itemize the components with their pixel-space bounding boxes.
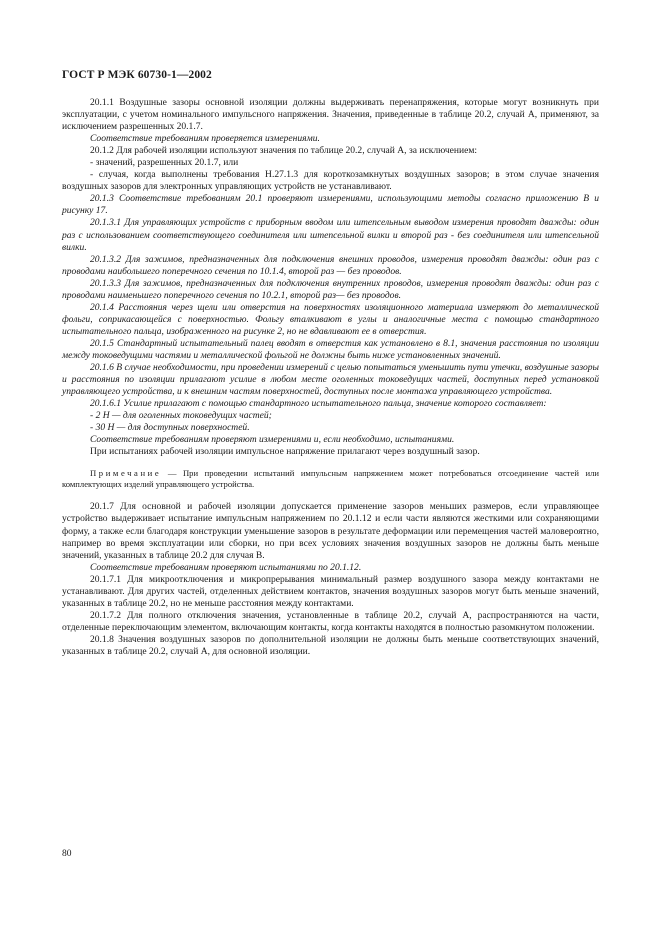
compliance-note: Соответствие требованиям проверяют измерениями и, если необходимо, испытаниями.: [90, 434, 455, 446]
clause-20-1-4: 20.1.4 Расстояния через щели или отверстия на поверхностях изоляционного материала измеряют до металлической фольги, соприкасающейся с поверхностью. Фольгу вталкивают в углы и аналогичные места с помощью стандартного испытательного пальца, изображенного на рисунке 2, но не вдавливают ее в отверстия.: [62, 301, 599, 337]
list-item: - 30 Н — для доступных поверхностей.: [90, 422, 250, 434]
compliance-note: Соответствие требованиям проверяется измерениями.: [90, 133, 320, 145]
standard-header: ГОСТ Р МЭК 60730-1—2002: [62, 69, 212, 81]
clause-20-1-6-1: 20.1.6.1 Усилие прилагают с помощью стандартного испытательного пальца, значение которого составляет:: [90, 398, 547, 410]
clause-20-1-7: 20.1.7 Для основной и рабочей изоляции допускается применение зазоров меньших размеров, если управляющее устройство выдерживает испытание импульсным напряжением по 20.1.12 и если части являются жесткими или сохраняющими форму, а также если благодаря конструкции уменьшение зазоров в результате деформации или перемещения частей маловероятно, например во время эксплуатации или сборки, но при всех условиях значения воздушных зазоров не должны быть меньше значений, указанных в таблице 20.2 для случая В.: [62, 501, 599, 561]
clause-20-1-3-2: 20.1.3.2 Для зажимов, предназначенных для подключения внешних проводов, измерения проводят дважды: один раз с проводами наибольшего поперечного сечения по 10.1.4, второй раз — без проводов.: [62, 253, 599, 277]
note: [62, 468, 599, 490]
clause-20-1-3: 20.1.3 Соответствие требованиям 20.1 проверяют измерениями, использующими методы согласно приложению В и рисунку 17.: [62, 193, 599, 217]
compliance-note: Соответствие требованиям проверяют испытаниями по 20.1.12.: [90, 561, 362, 573]
clause-20-1-6: 20.1.6 В случае необходимости, при проведении измерений с целью попытаться уменьшить пути утечки, воздушные зазоры и расстояния по изоляции прилагают усилие в любом месте оголенных токоведущих частей, доступных перед установкой управляющего устройства, и к внешним частям поверхностей, доступных после монтажа управляющего устройства.: [62, 362, 599, 398]
clause-20-1-1: 20.1.1 Воздушные зазоры основной изоляции должны выдерживать перенапряжения, которые могут возникнуть при эксплуатации, с учетом номинального импульсного напряжения. Значения, приведенные в таблице 20.2, случай А, применяют, за исключением разрешенных 20.1.7.: [62, 97, 599, 133]
page-number: 80: [62, 849, 72, 859]
list-item: - значений, разрешенных 20.1.7, или: [90, 157, 239, 169]
clause-20-1-7-1: 20.1.7.1 Для микроотключения и микропрерывания минимальный размер воздушного зазора между контактами не устанавливают. Для других частей, отделенных действием контактов, значения воздушных зазоров могут быть меньше значений, указанных в таблице 20.2, но не меньше расстояния между контактами.: [62, 573, 599, 609]
clause-20-1-8: 20.1.8 Значения воздушных зазоров по дополнительной изоляции не должны быть меньше соответствующих значений, указанных в таблице 20.2, случай А, для основной изоляции.: [62, 633, 599, 657]
impulse-test-paragraph: При испытаниях рабочей изоляции импульсное напряжение прилагают через воздушный зазор.: [90, 446, 480, 458]
list-item: - случая, когда выполнены требования Н.27.1.3 для короткозамкнутых воздушных зазоров; в этом случае значения воздушных зазоров для электронных управляющих устройств не устанавливают.: [62, 169, 599, 193]
note-label: Примечание: [90, 468, 162, 479]
clause-20-1-2: 20.1.2 Для рабочей изоляции используют значения по таблице 20.2, случай А, за исключением:: [90, 145, 478, 157]
clause-20-1-3-3: 20.1.3.3 Для зажимов, предназначенных для подключения внутренних проводов, измерения проводят дважды: один раз с проводами наименьшего поперечного сечения по 10.2.1, второй раз— без проводов.: [62, 277, 599, 301]
note-text: — При проведении испытаний импульсным напряжением может потребоваться отсоединение частей или комплектующих изделий управляющего устройства.: [62, 468, 599, 490]
document-body: [62, 97, 599, 658]
list-item: - 2 Н — для оголенных токоведущих частей;: [90, 410, 272, 422]
clause-20-1-3-1: 20.1.3.1 Для управляющих устройств с приборным вводом или штепсельным выводом измерения проводят дважды: один раз с использованием соответствующего соединителя или штепсельной вилки и второй раз - без соединителя или штепсельной вилки.: [62, 217, 599, 253]
clause-20-1-7-2: 20.1.7.2 Для полного отключения значения, установленные в таблице 20.2, случай А, распространяются на части, отделенные переключающим элементом, включающим контакты, когда контакты находятся в полностью разомкнутом положении.: [62, 609, 599, 633]
clause-20-1-5: 20.1.5 Стандартный испытательный палец вводят в отверстия как установлено в 8.1, значения расстояния по изоляции между токоведущими частями и металлической фольгой не должны быть ниже установленных значений.: [62, 337, 599, 361]
